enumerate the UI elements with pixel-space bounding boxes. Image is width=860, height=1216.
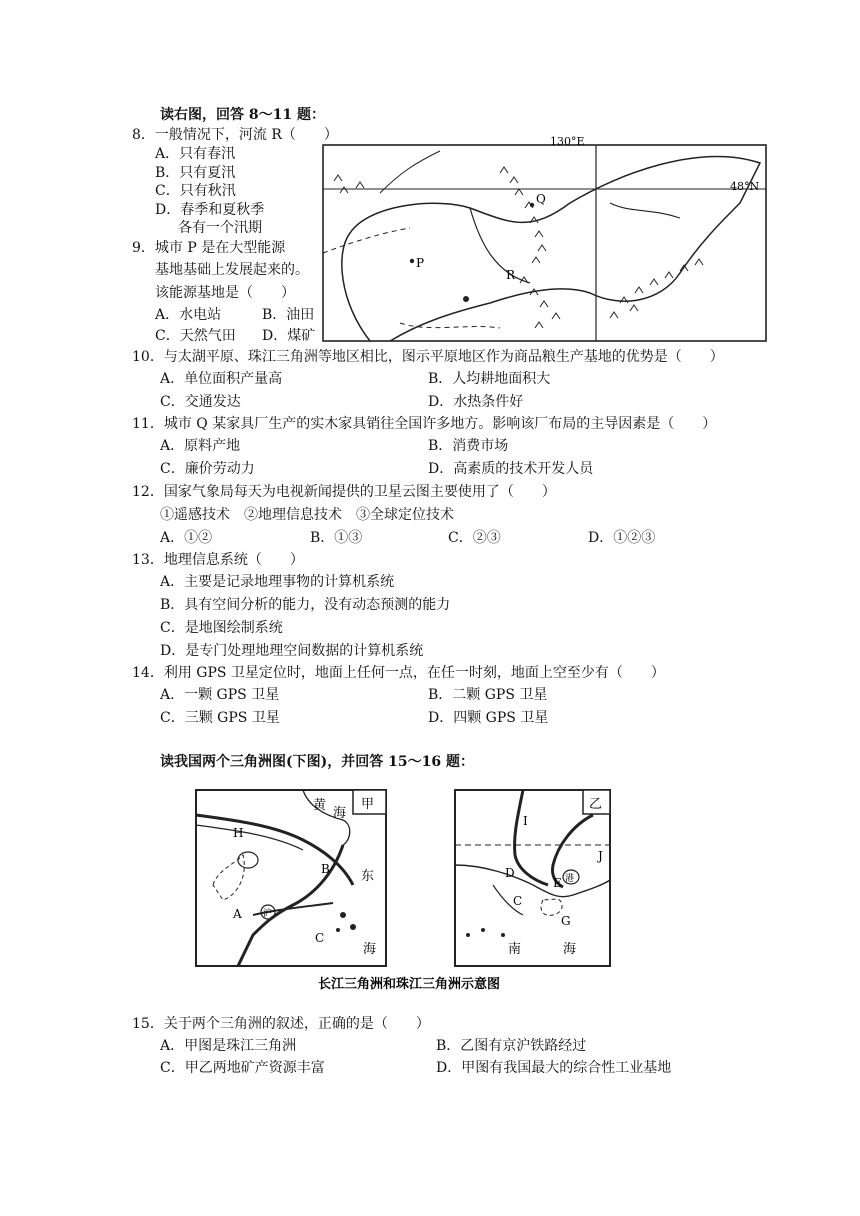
q14-option-b: B．二颗 GPS 卫星 bbox=[428, 687, 548, 703]
q8-option-d: D．春季和夏秋季 bbox=[155, 202, 265, 218]
question-9-stem: 9．城市 P 是在大型能源 bbox=[132, 240, 286, 256]
q15-option-a: A．甲图是珠江三角洲 bbox=[160, 1038, 297, 1054]
q9-option-b: B．油田 bbox=[262, 307, 315, 323]
q8-option-c: C．只有秋汛 bbox=[155, 183, 236, 199]
question-10-stem: 10．与太湖平原、珠江三角洲等地区相比，图示平原地区作为商品粮生产基地的优势是（ ） bbox=[132, 349, 724, 365]
city-p-label: P bbox=[416, 256, 425, 270]
q11-option-c: C．廉价劳动力 bbox=[160, 461, 255, 477]
map-jia-label: 甲 bbox=[361, 797, 375, 812]
q11-option-a: A．原料产地 bbox=[160, 438, 241, 454]
sea-huang-label: 黄 bbox=[313, 798, 327, 813]
q13-option-b: B．具有空间分析的能力，没有动态预测的能力 bbox=[160, 597, 451, 613]
q15-option-c: C．甲乙两地矿产资源丰富 bbox=[160, 1060, 325, 1076]
q14-option-c: C．三颗 GPS 卫星 bbox=[160, 710, 280, 726]
q15-option-d: D．甲图有我国最大的综合性工业基地 bbox=[436, 1060, 672, 1076]
q14-option-d: D．四颗 GPS 卫星 bbox=[428, 710, 549, 726]
point-h-label: H bbox=[233, 826, 244, 840]
sea-nan-label: 南 bbox=[508, 942, 522, 957]
sea-hai-label: 海 bbox=[333, 806, 347, 821]
q12-option-c: C．②③ bbox=[448, 530, 501, 546]
q10-option-a: A．单位面积产量高 bbox=[160, 371, 283, 387]
city-hu-label: 沪 bbox=[263, 909, 273, 919]
river-r-label: R bbox=[506, 268, 516, 282]
point-e-label: E bbox=[553, 876, 562, 890]
q13-option-a: A．主要是记录地理事物的计算机系统 bbox=[160, 574, 395, 590]
point-d-label: D bbox=[505, 866, 515, 880]
point-b-label: B bbox=[321, 862, 330, 876]
q11-option-b: B．消费市场 bbox=[428, 438, 509, 454]
q12-option-d: D．①②③ bbox=[588, 530, 656, 546]
q8-option-b: B．只有夏汛 bbox=[155, 165, 236, 181]
point-c2-label: C bbox=[513, 894, 523, 908]
section-intro-15-16: 读我国两个三角洲图(下图)，并回答 15～16 题： bbox=[160, 754, 474, 770]
question-12-stem: 12．国家气象局每天为电视新闻提供的卫星云图主要使用了（ ） bbox=[132, 484, 556, 500]
point-i-label: I bbox=[523, 814, 528, 828]
question-13-stem: 13．地理信息系统（ ） bbox=[132, 552, 304, 568]
latitude-label: 48°N bbox=[730, 180, 760, 193]
q13-option-c: C．是地图绘制系统 bbox=[160, 620, 283, 636]
city-gang-label: 港 bbox=[565, 874, 575, 884]
two-deltas-map bbox=[193, 785, 613, 995]
question-9-stem-3: 该能源基地是（ ） bbox=[155, 285, 295, 301]
point-a-label: A bbox=[233, 907, 242, 921]
q9-option-a: A．水电站 bbox=[155, 307, 222, 323]
q8-option-d-cont: 各有一个汛期 bbox=[178, 220, 262, 236]
q8-option-a: A．只有春汛 bbox=[155, 146, 236, 162]
question-8-stem: 8．一般情况下，河流 R（ ） bbox=[132, 127, 338, 143]
section-intro-8-11: 读右图，回答 8～11 题： bbox=[160, 107, 325, 123]
q10-option-c: C．交通发达 bbox=[160, 394, 241, 410]
city-q-label: Q bbox=[536, 192, 546, 206]
map-yi-label: 乙 bbox=[589, 797, 603, 812]
longitude-label: 130°E bbox=[550, 135, 585, 148]
point-j-label: J bbox=[598, 849, 603, 863]
point-c-label: C bbox=[315, 931, 325, 945]
sea-hai3-label: 海 bbox=[563, 942, 577, 957]
q15-option-b: B．乙图有京沪铁路经过 bbox=[436, 1038, 587, 1054]
sea-dong-label: 东 bbox=[361, 869, 375, 884]
q10-option-b: B．人均耕地面积大 bbox=[428, 371, 551, 387]
sea-hai2-label: 海 bbox=[363, 942, 377, 957]
q12-option-b: B．①③ bbox=[310, 530, 363, 546]
q11-option-d: D．高素质的技术开发人员 bbox=[428, 461, 594, 477]
q10-option-d: D．水热条件好 bbox=[428, 394, 524, 410]
q13-option-d: D．是专门处理地理空间数据的计算机系统 bbox=[160, 643, 424, 659]
q12-option-a: A．①② bbox=[160, 530, 213, 546]
question-11-stem: 11．城市 Q 某家具厂生产的实木家具销往全国许多地方。影响该厂布局的主导因素是（ ） bbox=[132, 416, 717, 432]
q14-option-a: A．一颗 GPS 卫星 bbox=[160, 687, 280, 703]
map-caption: 长江三角洲和珠江三角洲示意图 bbox=[318, 977, 501, 992]
q9-option-d: D．煤矿 bbox=[262, 328, 316, 344]
q9-option-c: C．天然气田 bbox=[155, 328, 236, 344]
question-15-stem: 15．关于两个三角洲的叙述，正确的是（ ） bbox=[132, 1016, 430, 1032]
point-g-label: G bbox=[561, 914, 571, 928]
question-9-stem-2: 基地基础上发展起来的。 bbox=[155, 262, 309, 278]
northeast-plain-map bbox=[320, 133, 770, 345]
q12-items: ①遥感技术 ②地理信息技术 ③全球定位技术 bbox=[160, 507, 454, 523]
question-14-stem: 14．利用 GPS 卫星定位时，地面上任何一点，在任一时刻，地面上空至少有（ ） bbox=[132, 665, 665, 681]
